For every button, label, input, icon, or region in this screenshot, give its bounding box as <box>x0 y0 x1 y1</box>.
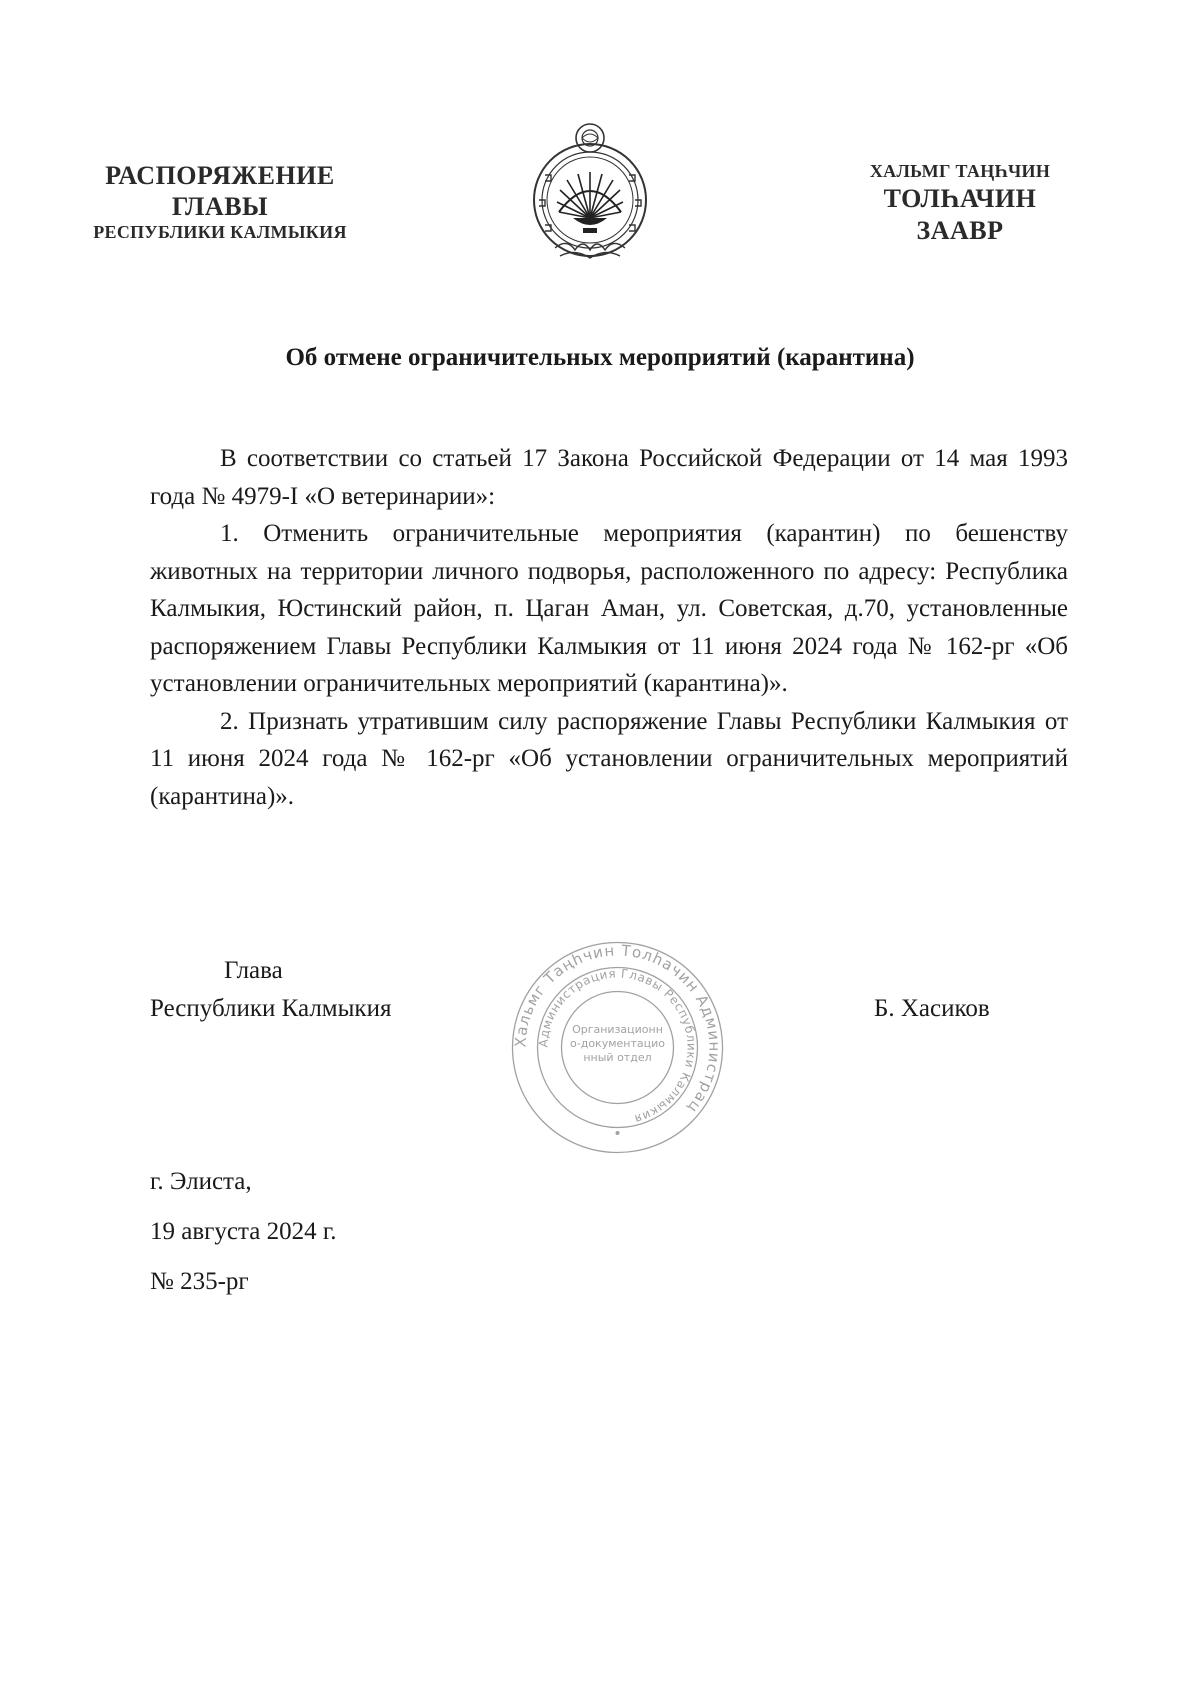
republic-emblem-icon <box>515 120 665 270</box>
header-right-block <box>820 160 1100 248</box>
body-paragraph-preamble: В соответствии со статьей 17 Закона Российской Федерации от 14 мая 1993 года № 4979-I «О ветеринарии»: <box>150 445 1068 510</box>
place-of-signing: г. Элиста, <box>150 1168 252 1195</box>
document-number: № 235-рг <box>150 1268 249 1295</box>
signatory-position <box>150 952 391 1027</box>
signatory-position-line1: Глава <box>224 957 283 984</box>
header-left-block <box>60 160 380 244</box>
stamp-center-text: Организационно-документационный отдел <box>570 1023 665 1064</box>
body-paragraph-item-2: 2. Признать утратившим силу распоряжение Главы Республики Калмыкия от 11 июня 2024 года № 162-рг «Об установлении ограничительных мероприятий (карантина)». <box>150 707 1068 810</box>
document-body <box>150 440 1068 815</box>
body-paragraph-item-1: 1. Отменить ограничительные мероприятия (карантин) по бешенству животных на территории личного подворья, расположенного по адресу: Республика Калмыкия, Юстинский район, п. Цаган Аман, ул. Советская, д.70, установленные распоряжением Главы Республики Калмыкия от 11 июня 2024 года № 162-рг «Об установлении ограничительных мероприятий (карантина)». <box>150 520 1068 697</box>
signatory-position-line2: Республики Калмыкия <box>150 994 392 1022</box>
header-left-line2: ГЛАВЫ <box>171 192 269 222</box>
header-right-line2: ТОЛҺАЧИН <box>883 183 1037 213</box>
stamp-outer-text: Хальмг Таңһчин Толһачин Администрац <box>511 941 724 1118</box>
header-right-line3: ЗААВР <box>916 216 1004 245</box>
header-left-line1: РАСПОРЯЖЕНИЕ <box>105 161 335 190</box>
header-right-line1: ХАЛЬМГ ТАҢҺЧИН <box>869 161 1051 181</box>
header-left-line3: РЕСПУБЛИКИ КАЛМЫКИЯ <box>93 222 347 243</box>
stamp-inner-ring-text: Администрация Главы Республики Калмыкия <box>536 966 699 1127</box>
document-title: Об отмене ограничительных мероприятий (карантина) <box>285 344 915 371</box>
document-date: 19 августа 2024 г. <box>150 1218 337 1245</box>
signatory-name: Б. Хасиков <box>874 995 990 1022</box>
official-stamp-icon <box>505 935 730 1160</box>
